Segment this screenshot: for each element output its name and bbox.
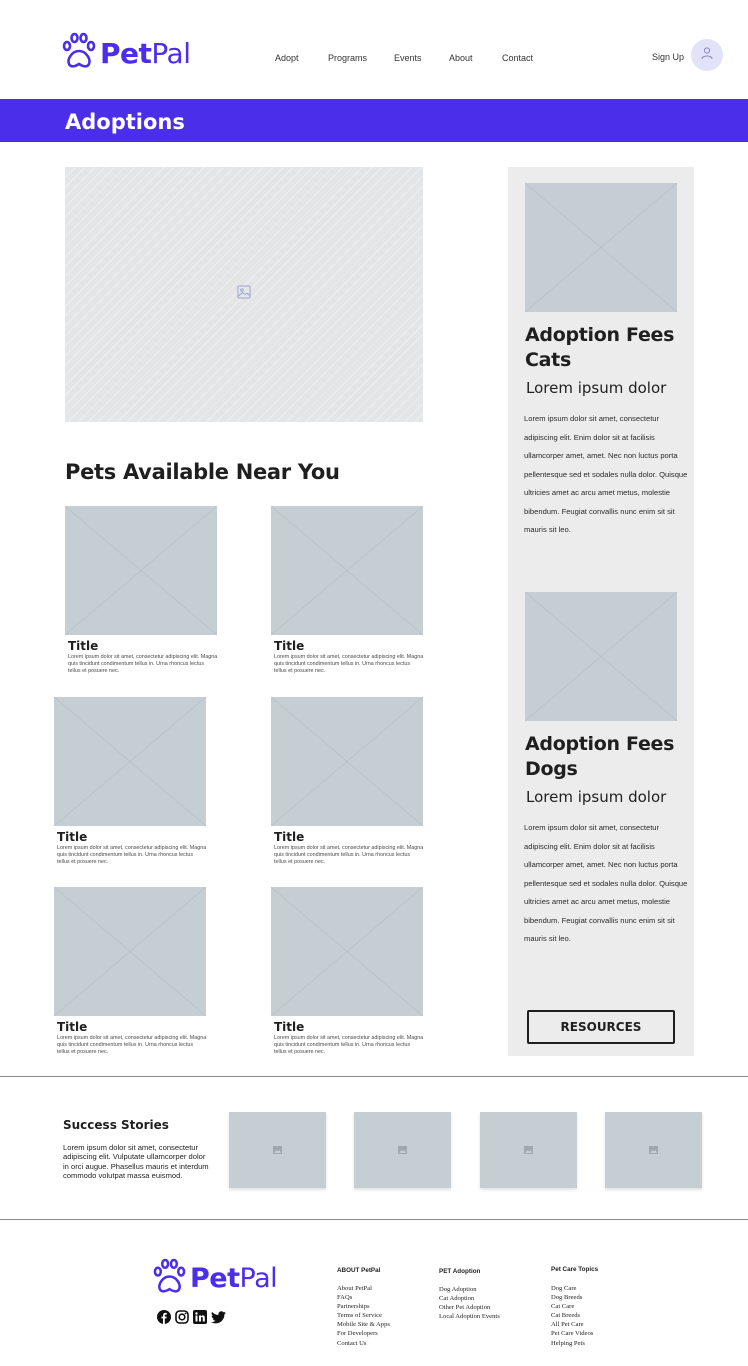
paw-icon <box>62 32 96 70</box>
cats-fee-title: Adoption Fees Cats <box>525 324 675 371</box>
section-title: Pets Available Near You <box>65 460 340 484</box>
footer-link[interactable]: FAQs <box>337 1294 353 1302</box>
divider <box>0 1219 748 1220</box>
footer-link[interactable]: Dog Care <box>551 1285 577 1292</box>
footer-link[interactable]: Dog Breeds <box>551 1294 583 1302</box>
footer-link[interactable]: For Developers <box>337 1330 378 1338</box>
avatar[interactable] <box>691 39 723 71</box>
pet-card-image[interactable] <box>271 697 423 826</box>
dogs-fee-body: Lorem ipsum dolor sit amet, consectetur adipiscing elit. Enim dolor sit at facilisis ullamcorper amet, amet. Nec non luctus porta pellentesque sed et sodales nulla dolor. Quisque ultricies amet ac arcu amet metus, molestie bibendum. Feugiat convallis nunc enim sit sit mauris sit leo. <box>524 823 688 943</box>
pet-card-desc: Lorem ipsum dolor sit amet, consectetur adipiscing elit. Magna quis tincidunt condimentum tellus in. Urna rhoncus lectus tellus et posuere nec. <box>57 845 207 865</box>
linkedin-icon[interactable] <box>193 1310 207 1329</box>
nav-contact[interactable]: Contact <box>502 53 534 63</box>
footer-link[interactable]: Cat Care <box>551 1303 575 1311</box>
pet-card-title[interactable]: Title <box>274 639 305 653</box>
pet-card-desc: Lorem ipsum dolor sit amet, consectetur adipiscing elit. Magna quis tincidunt condimentum tellus in. Urna rhoncus lectus tellus et posuere nec. <box>57 1035 207 1055</box>
footer-link[interactable]: Mobile Site & Apps <box>337 1321 390 1329</box>
pet-card-image[interactable] <box>271 887 423 1016</box>
footer-link[interactable]: Terms of Service <box>337 1312 382 1320</box>
image-icon <box>237 285 251 304</box>
brand-name: PetPal <box>190 1263 278 1294</box>
cats-fee-subtitle: Lorem ipsum dolor <box>526 379 667 397</box>
footer-logo[interactable] <box>153 1258 277 1295</box>
header-logo[interactable] <box>62 32 190 70</box>
image-icon <box>398 1141 407 1159</box>
pet-card-image[interactable] <box>271 506 423 635</box>
footer-col-adoption-title: PET Adoption <box>439 1268 481 1275</box>
dogs-fee-subtitle: Lorem ipsum dolor <box>526 788 667 806</box>
pet-card-title[interactable]: Title <box>274 830 305 844</box>
story-image[interactable] <box>354 1112 451 1188</box>
footer-link[interactable]: Pet Care Videos <box>551 1330 594 1338</box>
footer-link[interactable]: Partnerships <box>337 1303 370 1311</box>
footer-col-about <box>337 1284 390 1348</box>
social-links <box>157 1310 226 1329</box>
pet-card-title[interactable]: Title <box>57 830 88 844</box>
footer-link[interactable]: Other Pet Adoption <box>439 1304 491 1312</box>
dogs-fee-title: Adoption Fees Dogs <box>525 733 675 780</box>
nav-events[interactable]: Events <box>394 53 422 63</box>
divider <box>0 1076 748 1077</box>
facebook-icon[interactable] <box>157 1310 171 1329</box>
paw-icon <box>153 1258 186 1295</box>
footer-col-adoption <box>439 1285 500 1321</box>
hero-image <box>65 167 423 422</box>
twitter-icon[interactable] <box>211 1311 226 1329</box>
nav-programs[interactable]: Programs <box>328 53 368 63</box>
footer-col-about-title: ABOUT PetPal <box>337 1267 381 1274</box>
resources-button[interactable]: RESOURCES <box>527 1010 675 1044</box>
pet-card-title[interactable]: Title <box>57 1020 88 1034</box>
signup-link[interactable]: Sign Up <box>652 52 685 62</box>
pet-card-image[interactable] <box>65 506 217 635</box>
footer-link[interactable]: Contact Us <box>337 1339 367 1347</box>
footer-link[interactable]: About PetPal <box>337 1285 372 1292</box>
pet-card-title[interactable]: Title <box>274 1020 305 1034</box>
image-icon <box>649 1141 658 1159</box>
cats-fee-image <box>525 183 677 312</box>
nav-adopt[interactable]: Adopt <box>275 53 299 63</box>
image-icon <box>524 1141 533 1159</box>
story-image[interactable] <box>229 1112 326 1188</box>
footer-link[interactable]: Dog Adoption <box>439 1286 477 1293</box>
pet-card-desc: Lorem ipsum dolor sit amet, consectetur adipiscing elit. Magna quis tincidunt condimentum tellus in. Urna rhoncus lectus tellus et posuere nec. <box>274 654 424 674</box>
image-icon <box>273 1141 282 1159</box>
pet-card-desc: Lorem ipsum dolor sit amet, consectetur adipiscing elit. Magna quis tincidunt condimentum tellus in. Urna rhoncus lectus tellus et posuere nec. <box>274 1035 424 1055</box>
footer-col-care <box>551 1284 593 1348</box>
stories-body: Lorem ipsum dolor sit amet, consectetur adipiscing elit. Vulputate ullamcorper dolor in orci augue. Phasellus mauris et interdum commodo volutpat massa euismod. <box>63 1143 209 1180</box>
stories-title: Success Stories <box>63 1118 169 1132</box>
brand-name: PetPal <box>100 36 191 70</box>
nav-about[interactable]: About <box>449 53 473 63</box>
page-title: Adoptions <box>65 110 185 134</box>
instagram-icon[interactable] <box>175 1310 189 1329</box>
pet-card-image[interactable] <box>54 887 206 1016</box>
footer-link[interactable]: Helping Pets <box>551 1339 585 1347</box>
pet-card-image[interactable] <box>54 697 206 826</box>
dogs-fee-image <box>525 592 677 721</box>
footer-link[interactable]: Local Adoption Events <box>439 1313 500 1321</box>
pet-card-desc: Lorem ipsum dolor sit amet, consectetur adipiscing elit. Magna quis tincidunt condimentum tellus in. Urna rhoncus lectus tellus et posuere nec. <box>68 654 218 674</box>
pet-card-desc: Lorem ipsum dolor sit amet, consectetur adipiscing elit. Magna quis tincidunt condimentum tellus in. Urna rhoncus lectus tellus et posuere nec. <box>274 845 424 865</box>
story-image[interactable] <box>480 1112 577 1188</box>
story-image[interactable] <box>605 1112 702 1188</box>
pet-card-title[interactable]: Title <box>68 639 99 653</box>
footer-link[interactable]: Cat Adoption <box>439 1295 475 1303</box>
footer-col-care-title: Pet Care Topics <box>551 1266 599 1273</box>
cats-fee-body: Lorem ipsum dolor sit amet, consectetur adipiscing elit. Enim dolor sit at facilisis ullamcorper amet, amet. Nec non luctus porta pellentesque sed et sodales nulla dolor. Quisque ultricies amet ac arcu amet metus, molestie bibendum. Feugiat convallis nunc enim sit sit mauris sit leo. <box>524 414 688 534</box>
user-icon <box>700 46 714 65</box>
footer-link[interactable]: Cat Breeds <box>551 1312 581 1320</box>
footer-link[interactable]: All Pet Care <box>551 1321 584 1329</box>
